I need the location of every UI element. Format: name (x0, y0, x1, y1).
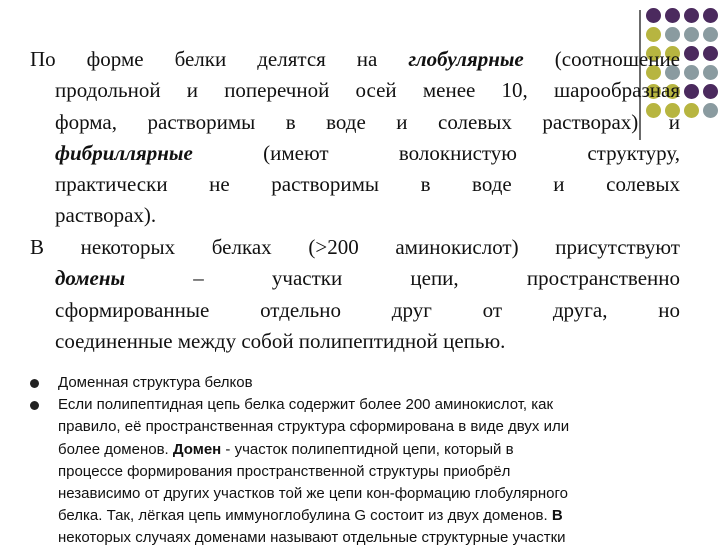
p2-line3: сформированные отдельно друг от друга, но (55, 297, 680, 322)
paragraph-protein-forms (30, 44, 680, 232)
decor-dot (684, 84, 699, 99)
decor-dot (703, 84, 718, 99)
decor-dot (703, 27, 718, 42)
p1-line2: продольной и поперечной осей менее 10, шарообразная (55, 78, 680, 103)
bullet-item-domain-structure: Доменная структура белков (30, 372, 690, 394)
decor-dot (684, 46, 699, 61)
decor-dot (684, 65, 699, 80)
paragraph-domains (30, 232, 680, 357)
p1-line4: фибриллярные (имеют волокнистую структуру, (55, 140, 680, 165)
decor-dot (703, 8, 718, 23)
p1-line1: По форме белки делятся на глобулярные (соотношение (30, 47, 681, 71)
decor-dot (684, 103, 699, 118)
decor-dot (703, 46, 718, 61)
p2-line1: В некоторых белках (>200 аминокислот) присутствуют (30, 235, 680, 259)
decor-dot (703, 65, 718, 80)
bullet-item-domain-definition: Если полипептидная цепь белка содержит более 200 аминокислот, как правило, её пространственная структура сформирована в виде двух или более доменов. Домен - участок полипептидной цепи, который в процессе формирования пространственной структуры приобрёл независимо от других участков той же цепи кон-формацию глобулярного белка. Так, лёгкая цепь иммуноглобулина G состоит из двух доменов. В некоторых случаях доменами называют отдельные структурные участки (30, 394, 690, 549)
decor-dot (646, 27, 661, 42)
p2-line4: соединенные между собой полипептидной цепью. (55, 328, 506, 353)
decor-dot (646, 8, 661, 23)
decor-dot (665, 27, 680, 42)
decor-dot (684, 27, 699, 42)
p2-line2: домены – участки цепи, пространственно (55, 266, 680, 291)
bullet-icon (30, 379, 39, 388)
p1-line6: растворах). (55, 203, 157, 228)
p1-line5: практически не растворимы в воде и солевых (55, 172, 680, 197)
bullet-list (30, 372, 690, 550)
p1-line3: форма, растворимы в воде и солевых растворах) и (55, 109, 680, 134)
decor-dot (703, 103, 718, 118)
decor-dot (665, 8, 680, 23)
bullet-icon (30, 401, 39, 410)
decor-dot (684, 8, 699, 23)
